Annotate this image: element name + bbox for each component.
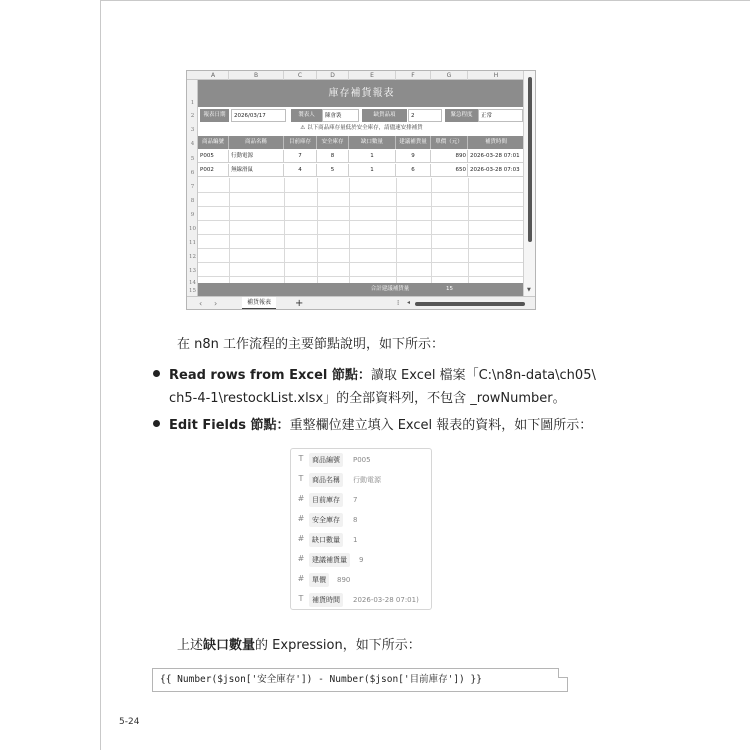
date-label: 報表日期 — [200, 109, 229, 122]
bullet2-line1 — [169, 414, 592, 433]
column-header: B — [229, 71, 284, 80]
table-header: 補貨時間 — [468, 136, 525, 149]
table-header: 目前庫存 — [284, 136, 317, 149]
table-cell: 9 — [396, 150, 431, 163]
column-header: F — [396, 71, 431, 80]
grid-line — [229, 178, 230, 283]
table-cell: 2026-03-28 07:03 — [468, 164, 525, 177]
warning-note: ⚠ 以下商品庫存量低於安全庫存，請儘速安排補貨 — [300, 125, 423, 131]
date-value: 2026/03/17 — [231, 109, 286, 122]
bullet2-text: 重整欄位建立填入 Excel 報表的資料，如下圖所示： — [289, 418, 593, 433]
number-type-icon: # — [297, 514, 305, 523]
string-type-icon: T — [298, 454, 304, 463]
grid-line — [317, 178, 318, 283]
edit-fields-panel — [290, 448, 432, 610]
total-row — [198, 283, 525, 296]
bullet1-title: Read rows from Excel 節點： — [169, 368, 371, 383]
divider-icon: ⁞ — [397, 299, 400, 307]
caption-prefix: 上述 — [177, 638, 204, 653]
grid-line — [198, 262, 525, 263]
intro-text: 在 n8n 工作流程的主要節點說明，如下所示： — [177, 337, 445, 352]
row-header: 11 — [189, 240, 196, 246]
table-cell: 890 — [431, 150, 468, 163]
field-value: 7 — [353, 496, 358, 504]
excel-screenshot — [186, 70, 536, 310]
row-header: 1 — [190, 100, 195, 106]
page-number: 5-24 — [119, 717, 140, 727]
total-value: 15 — [446, 286, 453, 292]
scroll-down-icon[interactable]: ▼ — [527, 287, 531, 293]
table-cell: 7 — [284, 150, 317, 163]
row-header: 15 — [189, 288, 196, 294]
urgency-label: 緊急程度 — [445, 109, 478, 122]
urgency-value: 正常 — [478, 109, 523, 122]
table-cell: P002 — [198, 164, 229, 177]
vertical-scrollbar[interactable] — [523, 71, 535, 296]
row-header: 2 — [190, 113, 195, 119]
row-headers — [187, 80, 198, 296]
row-header: 13 — [189, 268, 196, 274]
total-label: 合計建議補貨量 — [370, 286, 410, 292]
horizontal-scrollbar[interactable] — [415, 302, 525, 306]
column-header: C — [284, 71, 317, 80]
column-header: H — [468, 71, 525, 80]
field-name: 安全庫存 — [309, 513, 343, 527]
sheet-tab-bar — [187, 296, 536, 310]
number-type-icon: # — [297, 494, 305, 503]
table-cell: 8 — [317, 150, 349, 163]
folded-corner — [558, 668, 568, 678]
row-header: 8 — [190, 198, 195, 204]
table-cell: 2026-03-28 07:01 — [468, 150, 525, 163]
grid-line — [431, 178, 432, 283]
grid-line — [198, 276, 525, 277]
bullet1-line2: ch5-4-1\restockList.xlsx」的全部資料列，不包含 _rowNumber。 — [169, 391, 566, 406]
grid-line — [198, 192, 525, 193]
row-header: 9 — [190, 212, 195, 218]
grid-line — [198, 206, 525, 207]
field-name: 建議補貨量 — [309, 553, 350, 567]
table-cell: 650 — [431, 164, 468, 177]
field-value: 2026-03-28 07:01) — [353, 596, 419, 604]
field-value: 1 — [353, 536, 358, 544]
field-row[interactable] — [291, 450, 433, 470]
field-row[interactable] — [291, 590, 433, 610]
shortage-label: 缺貨品項 — [362, 109, 407, 122]
table-header: 商品名稱 — [229, 136, 284, 149]
field-name: 缺口數量 — [309, 533, 343, 547]
string-type-icon: T — [298, 474, 304, 483]
row-header: 12 — [189, 254, 196, 260]
scroll-left-icon[interactable]: ◂ — [407, 299, 411, 306]
add-sheet-button[interactable]: + — [295, 298, 304, 309]
field-row[interactable] — [291, 490, 433, 510]
table-header: 安全庫存 — [317, 136, 349, 149]
field-row[interactable] — [291, 570, 433, 590]
caption-bold: 缺口數量 — [203, 638, 256, 653]
bullet1-text: 讀取 Excel 檔案「C:\n8n-data\ch05\ — [370, 368, 596, 383]
owner-value: 陳會裝 — [322, 109, 359, 122]
bullet1-line1 — [169, 364, 596, 383]
column-header: G — [431, 71, 468, 80]
grid-line — [349, 178, 350, 283]
row-header: 10 — [189, 226, 196, 232]
sheet-grid — [198, 80, 525, 296]
field-row[interactable] — [291, 510, 433, 530]
field-value: 890 — [337, 576, 351, 584]
field-row[interactable] — [291, 550, 433, 570]
field-row[interactable] — [291, 530, 433, 550]
scroll-thumb[interactable] — [528, 77, 532, 242]
table-cell: 6 — [396, 164, 431, 177]
field-name: 商品編號 — [309, 453, 343, 467]
table-header: 單價（元） — [431, 136, 468, 149]
field-name: 補貨時間 — [309, 593, 343, 607]
table-cell: 4 — [284, 164, 317, 177]
field-value: 9 — [359, 556, 364, 564]
grid-line — [396, 178, 397, 283]
next-sheet-icon[interactable]: › — [214, 299, 218, 308]
sheet-tab[interactable]: 補貨報表 — [242, 297, 276, 310]
table-header: 缺口數量 — [349, 136, 396, 149]
report-title: 庫存補貨報表 — [198, 80, 525, 107]
field-value: 8 — [353, 516, 358, 524]
table-cell: 無線滑鼠 — [229, 164, 284, 177]
field-name: 單價 — [309, 573, 329, 587]
grid-line — [284, 178, 285, 283]
table-cell: 5 — [317, 164, 349, 177]
column-header: E — [349, 71, 396, 80]
row-header: 7 — [190, 184, 195, 190]
code-block — [152, 668, 568, 692]
grid-line — [198, 234, 525, 235]
owner-label: 製表人 — [291, 109, 322, 122]
prev-sheet-icon[interactable]: ‹ — [199, 299, 203, 308]
number-type-icon: # — [297, 534, 305, 543]
bullet-icon — [153, 420, 160, 427]
column-headers — [187, 71, 536, 80]
grid-line — [198, 220, 525, 221]
bullet2-title: Edit Fields 節點： — [169, 418, 290, 433]
field-value: P005 — [353, 456, 371, 464]
row-header: 6 — [190, 170, 195, 176]
row-header: 4 — [190, 141, 195, 147]
shortage-value: 2 — [408, 109, 442, 122]
row-header: 14 — [189, 280, 196, 286]
field-value: 行動電源 — [353, 476, 381, 484]
row-header: 3 — [190, 127, 195, 133]
caption-suffix: 的 Expression，如下所示： — [255, 638, 421, 653]
column-header: D — [317, 71, 349, 80]
expression-code: {{ Number($json['安全庫存']) - Number($json['目前庫存']) }} — [160, 674, 482, 685]
table-cell: P005 — [198, 150, 229, 163]
table-header: 建議補貨量 — [396, 136, 431, 149]
grid-line — [198, 248, 525, 249]
field-row[interactable] — [291, 470, 433, 490]
number-type-icon: # — [297, 574, 305, 583]
table-cell: 行動電源 — [229, 150, 284, 163]
number-type-icon: # — [297, 554, 305, 563]
field-name: 商品名稱 — [309, 473, 343, 487]
table-header: 商品編號 — [198, 136, 229, 149]
table-cell: 1 — [349, 164, 396, 177]
table-cell: 1 — [349, 150, 396, 163]
column-header: A — [198, 71, 229, 80]
bullet-icon — [153, 370, 160, 377]
field-name: 目前庫存 — [309, 493, 343, 507]
grid-line — [468, 178, 469, 283]
row-header: 5 — [190, 156, 195, 162]
expression-caption — [177, 634, 421, 653]
string-type-icon: T — [298, 594, 304, 603]
